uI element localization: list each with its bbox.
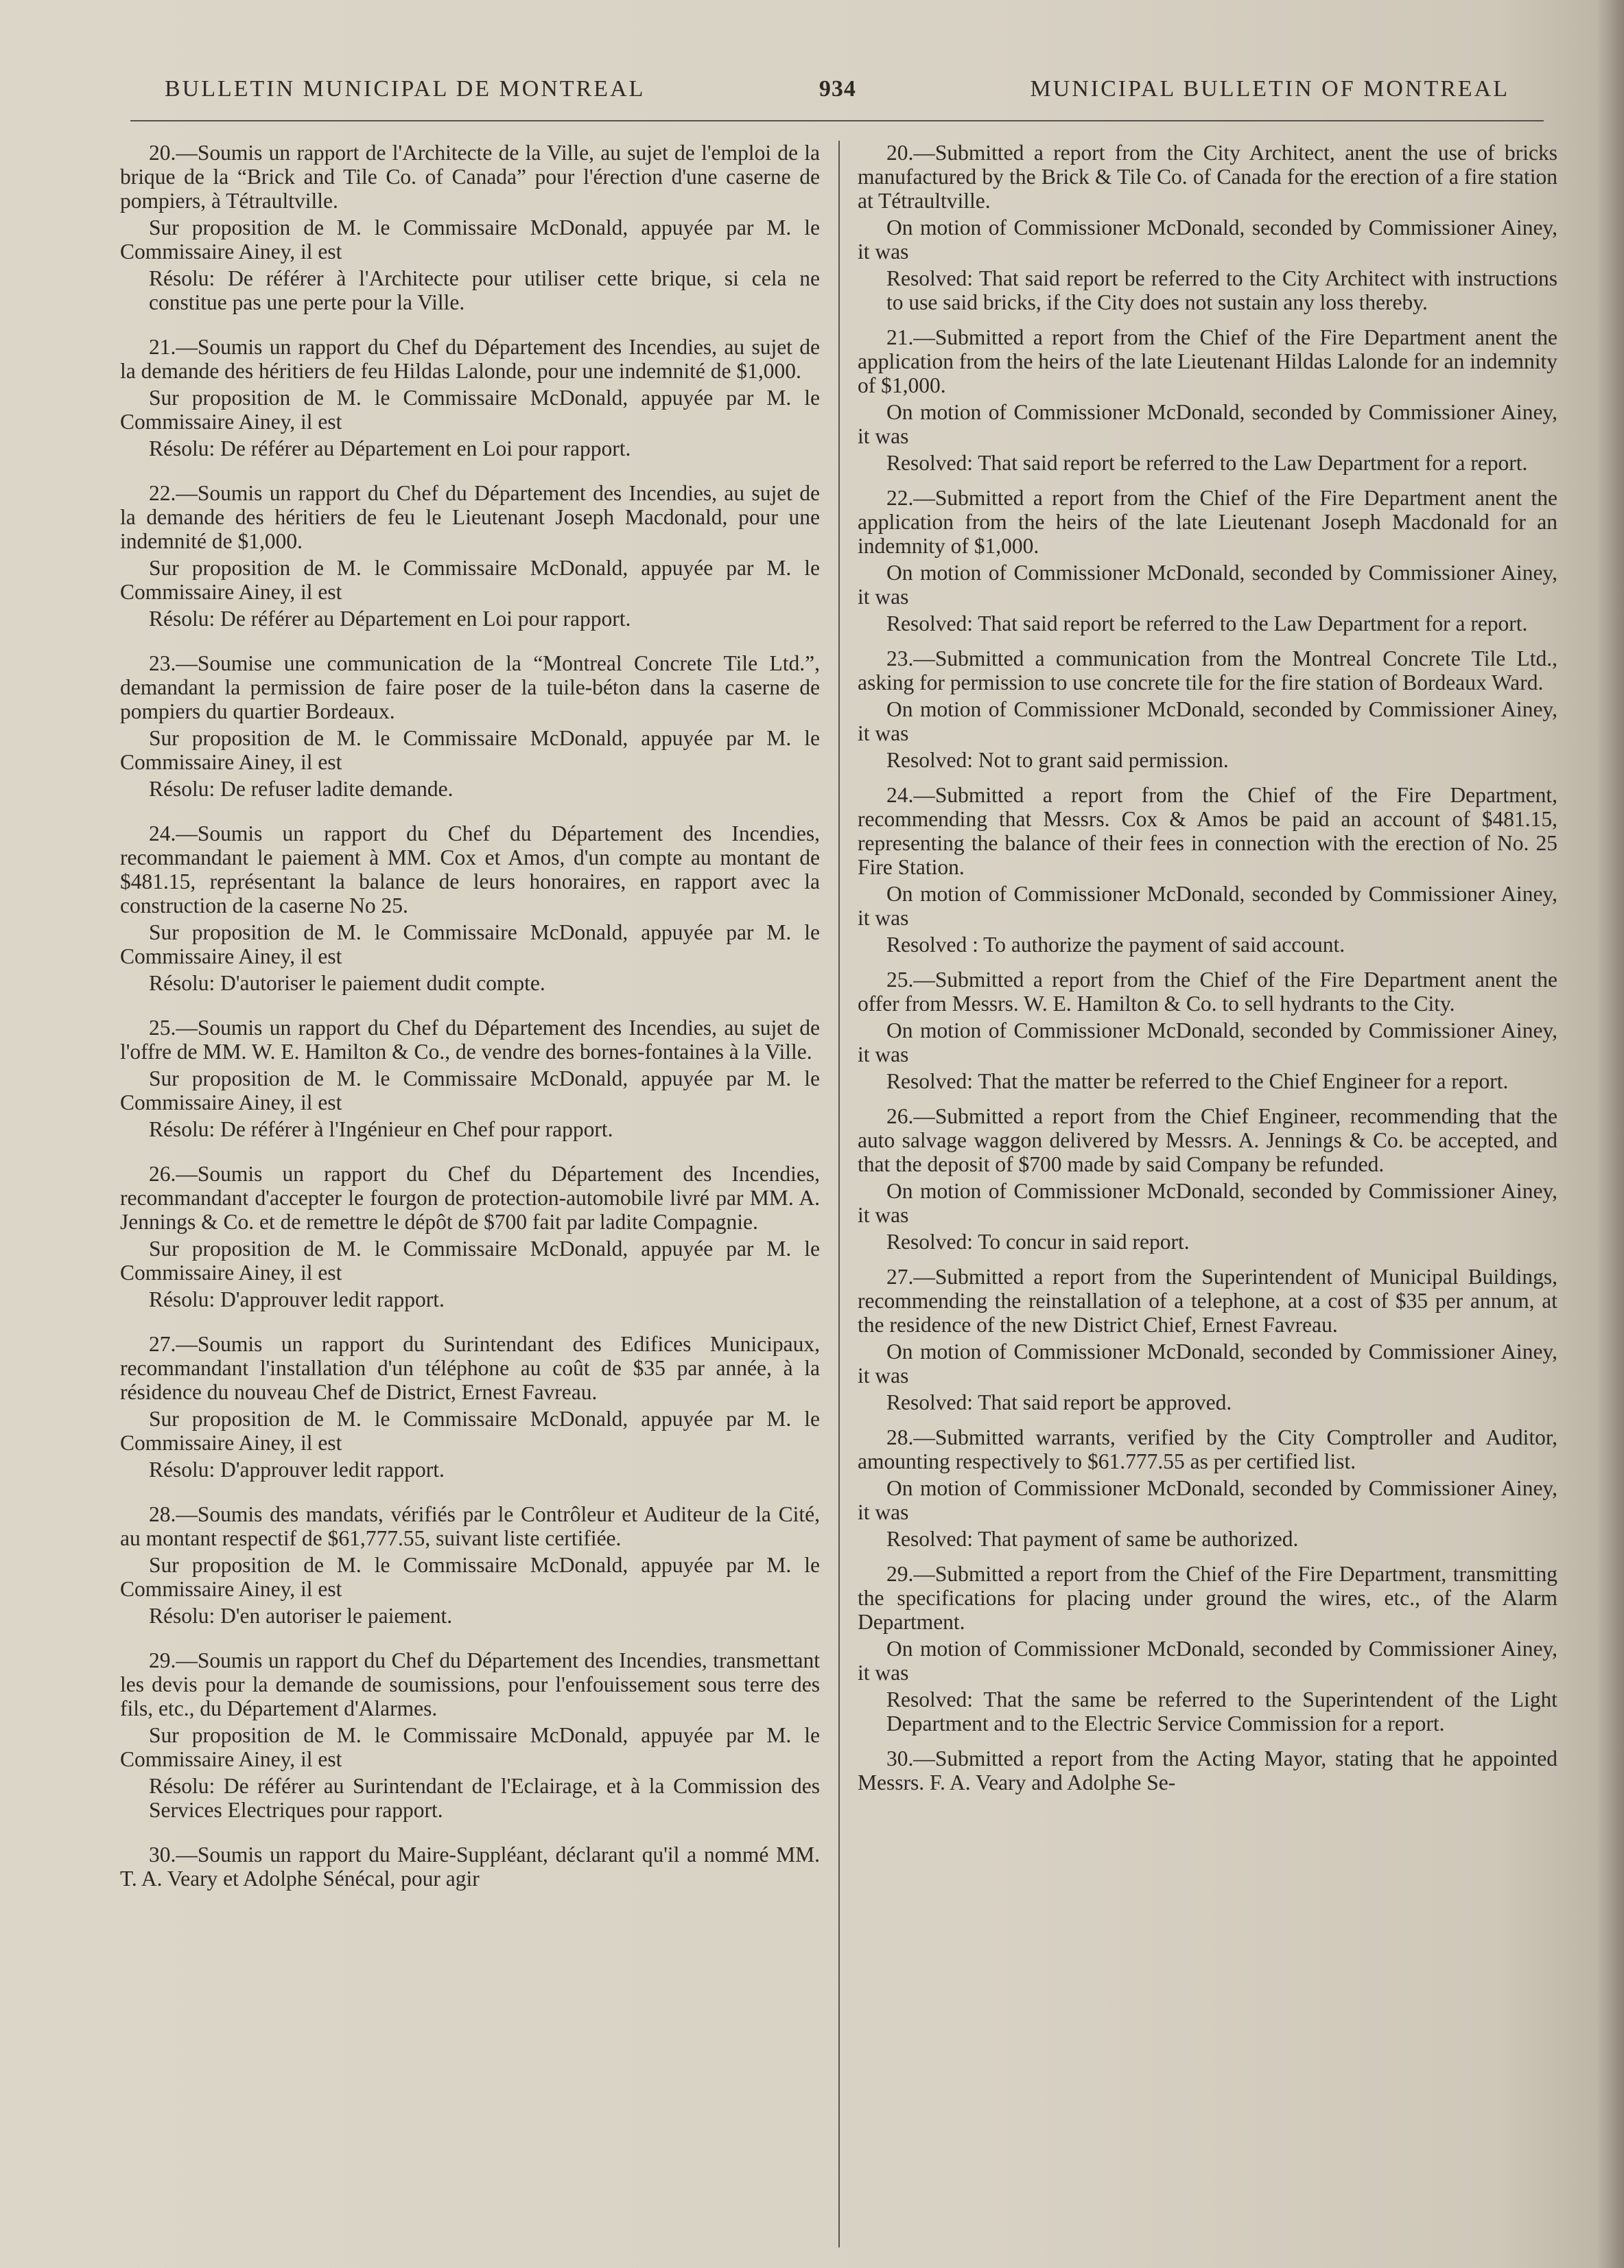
item-intro: 24.—Submitted a report from the Chief of the Fire Department, recommending that Messrs. Cox & Amos be paid an account of $481.15, representing the balance of their fees in connection with the erection of No. 25 Fire Station.: [858, 783, 1557, 879]
item-resolved: Résolu: De référer au Département en Loi pour rapport.: [149, 607, 631, 631]
item-intro: 30.—Submitted a report from the Acting Mayor, stating that he appointed Messrs. F. A. Veary and Adolphe Se-: [858, 1746, 1557, 1794]
item-motion: Sur proposition de M. le Commissaire McDonald, appuyée par M. le Commissaire Ainey, il est: [120, 386, 820, 434]
item-resolved: Résolu: D'en autoriser le paiement.: [149, 1604, 453, 1628]
minute-item: [120, 335, 820, 460]
item-motion: On motion of Commissioner McDonald, seconded by Commissioner Ainey, it was: [858, 1018, 1557, 1066]
minute-item: [858, 1265, 1557, 1414]
minute-item: [858, 783, 1557, 957]
minute-item: [120, 1162, 820, 1311]
item-motion: Sur proposition de M. le Commissaire McDonald, appuyée par M. le Commissaire Ainey, il est: [120, 1553, 820, 1601]
english-column: [858, 141, 1557, 2247]
page-number: 934: [819, 76, 856, 102]
french-column: [120, 141, 820, 2247]
item-motion: On motion of Commissioner McDonald, seconded by Commissioner Ainey, it was: [858, 1340, 1557, 1388]
minute-item: [858, 646, 1557, 772]
item-resolved: Resolved: That said report be referred to the Law Department for a report.: [886, 451, 1528, 475]
item-resolved: Résolu: D'approuver ledit rapport.: [149, 1287, 445, 1311]
item-motion: On motion of Commissioner McDonald, seconded by Commissioner Ainey, it was: [858, 697, 1557, 745]
item-motion: Sur proposition de M. le Commissaire McDonald, appuyée par M. le Commissaire Ainey, il est: [120, 920, 820, 968]
item-intro: 20.—Submitted a report from the City Architect, anent the use of bricks manufactured by the Brick & Tile Co. of Canada for the erection of a fire station at Tétraultville.: [858, 141, 1557, 213]
item-motion: Sur proposition de M. le Commissaire McDonald, appuyée par M. le Commissaire Ainey, il est: [120, 1066, 820, 1114]
item-intro: 21.—Soumis un rapport du Chef du Département des Incendies, au sujet de la demande des héritiers de feu Hildas Lalonde, pour une indemnité de $1,000.: [120, 335, 820, 383]
header-english-title: MUNICIPAL BULLETIN OF MONTREAL: [1030, 76, 1509, 102]
item-motion: On motion of Commissioner McDonald, seconded by Commissioner Ainey, it was: [858, 215, 1557, 264]
page-header: [165, 69, 1509, 110]
item-intro: 23.—Soumise une communication de la “Montreal Concrete Tile Ltd.”, demandant la permission de faire poser de la tuile-béton dans la caserne de pompiers du quartier Bordeaux.: [120, 651, 820, 723]
item-intro: 22.—Soumis un rapport du Chef du Département des Incendies, au sujet de la demande des héritiers de feu le Lieutenant Joseph Macdonald, pour une indemnité de $1,000.: [120, 481, 820, 553]
minute-item: [120, 1502, 820, 1628]
item-resolved: Résolu: D'autoriser le paiement dudit compte.: [149, 971, 545, 995]
minute-item: [858, 141, 1557, 314]
item-motion: On motion of Commissioner McDonald, seconded by Commissioner Ainey, it was: [858, 1179, 1557, 1227]
item-motion: On motion of Commissioner McDonald, seconded by Commissioner Ainey, it was: [858, 1637, 1557, 1685]
item-motion: On motion of Commissioner McDonald, seconded by Commissioner Ainey, it was: [858, 1476, 1557, 1524]
item-intro: 27.—Soumis un rapport du Surintendant des Edifices Municipaux, recommandant l'installation d'un téléphone au coût de $35 par année, à la résidence du nouveau Chef de District, Ernest Favreau.: [120, 1332, 820, 1404]
item-intro: 25.—Submitted a report from the Chief of the Fire Department anent the offer from Messrs. W. E. Hamilton & Co. to sell hydrants to the City.: [858, 968, 1557, 1016]
minute-item: [120, 481, 820, 631]
item-intro: 25.—Soumis un rapport du Chef du Département des Incendies, au sujet de l'offre de MM. W. E. Hamilton & Co., de vendre des bornes-fontaines à la Ville.: [120, 1016, 820, 1064]
page-edge-shadow: [1597, 0, 1624, 2268]
minute-item: [858, 325, 1557, 475]
minute-item: [120, 1016, 820, 1141]
item-resolved: Résolu: D'approuver ledit rapport.: [149, 1458, 445, 1482]
header-rule: [130, 120, 1544, 121]
item-motion: Sur proposition de M. le Commissaire McDonald, appuyée par M. le Commissaire Ainey, il est: [120, 215, 820, 264]
item-resolved: Resolved: That said report be approved.: [886, 1390, 1232, 1414]
minute-item: [120, 141, 820, 314]
item-intro: 29.—Soumis un rapport du Chef du Département des Incendies, transmettant les devis pour la demande de soumissions, pour l'enfouissement sous terre des fils, etc., du Département d'Alarmes.: [120, 1648, 820, 1720]
minute-item: [120, 1843, 820, 1891]
item-resolved: Resolved: That said report be referred to the Law Department for a report.: [886, 611, 1528, 635]
item-resolved: Résolu: De refuser ladite demande.: [149, 777, 454, 801]
item-motion: Sur proposition de M. le Commissaire McDonald, appuyée par M. le Commissaire Ainey, il est: [120, 556, 820, 604]
column-divider: [838, 141, 840, 2247]
minute-item: [858, 1746, 1557, 1794]
item-motion: Sur proposition de M. le Commissaire McDonald, appuyée par M. le Commissaire Ainey, il est: [120, 1237, 820, 1285]
item-resolved: Résolu: De référer au Département en Loi pour rapport.: [149, 436, 631, 460]
item-motion: On motion of Commissioner McDonald, seconded by Commissioner Ainey, it was: [858, 400, 1557, 448]
item-resolved: Resolved: Not to grant said permission.: [886, 748, 1229, 772]
minute-item: [120, 821, 820, 995]
item-resolved: Resolved: To concur in said report.: [886, 1230, 1190, 1254]
item-resolved: Résolu: De référer à l'Ingénieur en Chef pour rapport.: [149, 1117, 613, 1141]
item-intro: 24.—Soumis un rapport du Chef du Département des Incendies, recommandant le paiement à MM. Cox et Amos, d'un compte au montant de $481.15, représentant la balance de leurs honoraires, en rapport avec la construction de la caserne No 25.: [120, 821, 820, 917]
minute-item: [858, 1104, 1557, 1254]
item-intro: 29.—Submitted a report from the Chief of the Fire Department, transmitting the specifications for placing under ground the wires, etc., of the Alarm Department.: [858, 1562, 1557, 1634]
minute-item: [858, 968, 1557, 1093]
minute-item: [858, 1562, 1557, 1735]
item-intro: 22.—Submitted a report from the Chief of the Fire Department anent the application from the heirs of the late Lieutenant Joseph Macdonald for an indemnity of $1,000.: [858, 486, 1557, 558]
item-motion: Sur proposition de M. le Commissaire McDonald, appuyée par M. le Commissaire Ainey, il est: [120, 1407, 820, 1455]
item-intro: 27.—Submitted a report from the Superintendent of Municipal Buildings, recommending the reinstallation of a telephone, at a cost of $35 per annum, at the residence of the new District Chief, Ernest Favreau.: [858, 1265, 1557, 1337]
item-resolved: Resolved: That the matter be referred to the Chief Engineer for a report.: [886, 1069, 1509, 1093]
item-resolved: Résolu: De référer au Surintendant de l'Eclairage, et à la Commission des Services Electriques pour rapport.: [149, 1774, 820, 1822]
item-intro: 30.—Soumis un rapport du Maire-Suppléant, déclarant qu'il a nommé MM. T. A. Veary et Adolphe Sénécal, pour agir: [120, 1843, 820, 1891]
item-motion: Sur proposition de M. le Commissaire McDonald, appuyée par M. le Commissaire Ainey, il est: [120, 1723, 820, 1771]
item-intro: 26.—Submitted a report from the Chief Engineer, recommending that the auto salvage waggon delivered by Messrs. A. Jennings & Co. be accepted, and that the deposit of $700 made by said Company be refunded.: [858, 1104, 1557, 1176]
minute-item: [858, 486, 1557, 635]
item-intro: 28.—Soumis des mandats, vérifiés par le Contrôleur et Auditeur de la Cité, au montant respectif de $61,777.55, suivant liste certifiée.: [120, 1502, 820, 1550]
minute-item: [858, 1425, 1557, 1551]
minute-item: [120, 1332, 820, 1482]
item-resolved: Resolved: That payment of same be authorized.: [886, 1527, 1299, 1551]
item-intro: 23.—Submitted a communication from the Montreal Concrete Tile Ltd., asking for permission to use concrete tile for the fire station of Bordeaux Ward.: [858, 646, 1557, 694]
minute-item: [120, 1648, 820, 1822]
item-intro: 28.—Submitted warrants, verified by the City Comptroller and Auditor, amounting respectively to $61.777.55 as per certified list.: [858, 1425, 1557, 1473]
item-resolved: Resolved : To authorize the payment of said account.: [886, 933, 1345, 957]
header-french-title: BULLETIN MUNICIPAL DE MONTREAL: [165, 76, 646, 102]
item-intro: 20.—Soumis un rapport de l'Architecte de la Ville, au sujet de l'emploi de la brique de la “Brick and Tile Co. of Canada” pour l'érection d'une caserne de pompiers, à Tétraultville.: [120, 141, 820, 213]
minute-item: [120, 651, 820, 801]
item-motion: On motion of Commissioner McDonald, seconded by Commissioner Ainey, it was: [858, 561, 1557, 609]
item-resolved: Resolved: That the same be referred to the Superintendent of the Light Department and to the Electric Service Commission for a report.: [886, 1687, 1557, 1735]
item-intro: 26.—Soumis un rapport du Chef du Département des Incendies, recommandant d'accepter le fourgon de protection-automobile livré par MM. A. Jennings & Co. et de remettre le dépôt de $700 fait par ladite Compagnie.: [120, 1162, 820, 1234]
item-motion: On motion of Commissioner McDonald, seconded by Commissioner Ainey, it was: [858, 882, 1557, 930]
item-motion: Sur proposition de M. le Commissaire McDonald, appuyée par M. le Commissaire Ainey, il est: [120, 726, 820, 774]
item-intro: 21.—Submitted a report from the Chief of the Fire Department anent the application from the heirs of the late Lieutenant Hildas Lalonde for an indemnity of $1,000.: [858, 325, 1557, 397]
item-resolved: Resolved: That said report be referred to the City Architect with instructions to use said bricks, if the City does not sustain any loss thereby.: [886, 266, 1557, 314]
item-resolved: Résolu: De référer à l'Architecte pour utiliser cette brique, si cela ne constitue pas une perte pour la Ville.: [149, 266, 820, 314]
